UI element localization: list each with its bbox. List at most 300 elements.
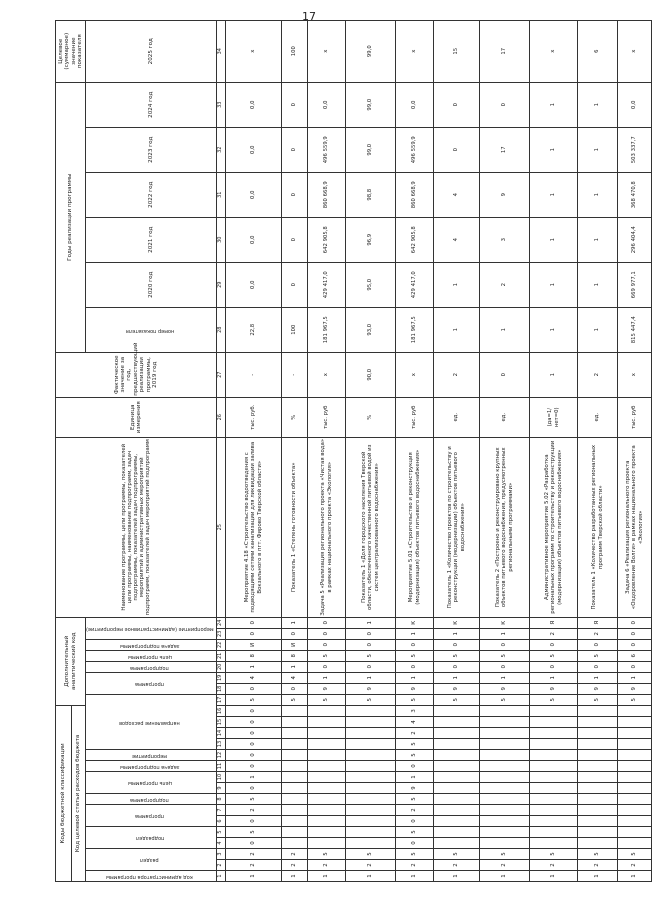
code-digit: 1 bbox=[396, 672, 434, 683]
code-digit bbox=[618, 717, 652, 728]
code-digit bbox=[308, 761, 346, 772]
code-digit: 0 bbox=[346, 639, 396, 650]
code-digit bbox=[434, 827, 480, 838]
code-digit: 5 bbox=[480, 694, 530, 705]
code-digit: 0 bbox=[226, 816, 282, 827]
row-year-value: 503 337,7 bbox=[618, 127, 652, 172]
code-digit bbox=[346, 827, 396, 838]
code-digit: 0 bbox=[226, 761, 282, 772]
code-digit: 0 bbox=[578, 661, 618, 672]
code-digit bbox=[282, 816, 308, 827]
code-digit bbox=[618, 728, 652, 739]
row-base-value: - bbox=[226, 352, 282, 397]
code-digit bbox=[618, 772, 652, 783]
code-digit: 3 bbox=[396, 705, 434, 716]
row-name: Показатель 1 «Степень готовности объекта» bbox=[282, 437, 308, 617]
code-digit: 2 bbox=[308, 860, 346, 871]
code-digit bbox=[308, 816, 346, 827]
column-number: 5 bbox=[217, 827, 226, 838]
code-digit bbox=[346, 761, 396, 772]
code-digit: 9 bbox=[618, 683, 652, 694]
code-digit bbox=[308, 717, 346, 728]
column-number: 17 bbox=[217, 694, 226, 705]
code-digit: 9 bbox=[396, 783, 434, 794]
row-unit: % bbox=[282, 397, 308, 437]
column-number: 26 bbox=[217, 397, 226, 437]
code-digit bbox=[530, 761, 578, 772]
code-digit: 0 bbox=[308, 639, 346, 650]
row-base-value: - bbox=[282, 352, 308, 397]
row-year-value: 2 bbox=[480, 262, 530, 307]
row-target-value: х bbox=[226, 20, 282, 82]
code-digit bbox=[346, 772, 396, 783]
row-name: Мероприятие 5.01 «Строительство и реконструкция (модернизация) объектов питьевого водоснабжения» bbox=[396, 437, 434, 617]
row-year-value: 93,0 bbox=[346, 307, 396, 352]
code-digit: 1 bbox=[346, 871, 396, 882]
code-digit: 0 bbox=[308, 617, 346, 628]
code-digit: 5 bbox=[480, 849, 530, 860]
row-unit: тыс. руб. bbox=[226, 397, 282, 437]
code-digit: 2 bbox=[396, 805, 434, 816]
code-digit: 9 bbox=[530, 683, 578, 694]
page-number: 17 bbox=[302, 10, 316, 23]
code-col-measure: мероприятие bbox=[132, 752, 168, 759]
row-target-value: 100 bbox=[282, 20, 308, 82]
code-digit: 9 bbox=[346, 683, 396, 694]
column-number: 2 bbox=[217, 860, 226, 871]
code-digit bbox=[282, 750, 308, 761]
code-digit: 1 bbox=[282, 661, 308, 672]
table-row bbox=[282, 20, 308, 881]
code-digit bbox=[618, 705, 652, 716]
row-year-value: 1 bbox=[530, 172, 578, 217]
code-digit: 5 bbox=[618, 849, 652, 860]
code-digit bbox=[346, 794, 396, 805]
code-digit: 2 bbox=[282, 849, 308, 860]
column-number: 22 bbox=[217, 639, 226, 650]
code-digit: 2 bbox=[346, 860, 396, 871]
row-year-value: 1 bbox=[578, 307, 618, 352]
code-digit: 2 bbox=[530, 628, 578, 639]
code-digit: 5 bbox=[396, 849, 434, 860]
code-digit: 1 bbox=[434, 672, 480, 683]
code-digit bbox=[308, 739, 346, 750]
row-year-value: 0 bbox=[434, 82, 480, 127]
code-digit bbox=[530, 816, 578, 827]
code-digit: 5 bbox=[346, 694, 396, 705]
code-digit bbox=[282, 705, 308, 716]
code-digit: 8 bbox=[282, 650, 308, 661]
column-number: 1 bbox=[217, 871, 226, 882]
code-digit bbox=[578, 739, 618, 750]
code-digit: 1 bbox=[434, 628, 480, 639]
code-digit bbox=[434, 838, 480, 849]
row-year-value: 1 bbox=[578, 217, 618, 262]
table-row bbox=[346, 20, 396, 881]
code-digit bbox=[434, 728, 480, 739]
column-number: 4 bbox=[217, 838, 226, 849]
code-digit: 0 bbox=[226, 717, 282, 728]
code-digit: 1 bbox=[480, 628, 530, 639]
row-year-value: 9 bbox=[480, 172, 530, 217]
code-digit bbox=[346, 805, 396, 816]
code-digit bbox=[308, 838, 346, 849]
code-digit: 5 bbox=[308, 694, 346, 705]
code-digit: 1 bbox=[530, 672, 578, 683]
code-digit: 8 bbox=[226, 650, 282, 661]
code-col-program: программа bbox=[135, 813, 165, 820]
code-digit bbox=[308, 705, 346, 716]
code-digit: 1 bbox=[308, 672, 346, 683]
column-number: 3 bbox=[217, 849, 226, 860]
code-digit: 1 bbox=[396, 871, 434, 882]
code-digit: 0 bbox=[434, 639, 480, 650]
code-digit: К bbox=[434, 617, 480, 628]
code-digit bbox=[282, 739, 308, 750]
code-digit: 0 bbox=[308, 628, 346, 639]
code-digit bbox=[346, 717, 396, 728]
code-col-subprogram: подпрограмма bbox=[130, 796, 170, 803]
code-digit bbox=[434, 739, 480, 750]
code-digit: 2 bbox=[226, 805, 282, 816]
row-year-value: 0,0 bbox=[226, 127, 282, 172]
column-number: 28 bbox=[217, 307, 226, 352]
row-year-value: 0 bbox=[282, 172, 308, 217]
code-digit: 2 bbox=[578, 860, 618, 871]
code-digit: 5 bbox=[396, 650, 434, 661]
column-number: 6 bbox=[217, 816, 226, 827]
code-digit bbox=[480, 750, 530, 761]
row-year-value: 1 bbox=[578, 82, 618, 127]
years-group-header: Годы реализации программы bbox=[56, 82, 86, 352]
code-digit: 5 bbox=[226, 827, 282, 838]
addcode-col-measure: мероприятие (административное мероприятие) bbox=[86, 626, 214, 633]
row-year-value: 1 bbox=[530, 307, 578, 352]
code-digit: 1 bbox=[346, 617, 396, 628]
target-article-code-header: Код целевой статьи расходов бюджета bbox=[72, 705, 86, 881]
code-digit bbox=[530, 728, 578, 739]
addcode-col-program: программа bbox=[135, 681, 165, 688]
column-number: 21 bbox=[217, 650, 226, 661]
code-digit: 5 bbox=[480, 650, 530, 661]
code-digit bbox=[618, 805, 652, 816]
row-base-value: 90,0 bbox=[346, 352, 396, 397]
code-digit: 0 bbox=[396, 761, 434, 772]
code-digit bbox=[578, 838, 618, 849]
code-digit: 5 bbox=[578, 849, 618, 860]
code-digit bbox=[578, 750, 618, 761]
code-digit bbox=[480, 772, 530, 783]
code-digit bbox=[282, 728, 308, 739]
code-digit bbox=[578, 728, 618, 739]
year-header-2025: 2025 год bbox=[86, 20, 217, 82]
code-digit: 1 bbox=[282, 871, 308, 882]
code-digit: 1 bbox=[618, 871, 652, 882]
code-digit: 1 bbox=[578, 871, 618, 882]
additional-code-header: Дополнительный аналитический код bbox=[56, 617, 86, 705]
addcode-col-goal: цель программы bbox=[127, 653, 172, 660]
column-number: 24 bbox=[217, 617, 226, 628]
code-digit: 2 bbox=[282, 860, 308, 871]
code-col-section: раздел bbox=[140, 857, 160, 864]
table-row bbox=[618, 20, 652, 881]
row-year-value: 0 bbox=[434, 127, 480, 172]
row-year-value: 1 bbox=[530, 262, 578, 307]
code-digit: 0 bbox=[226, 728, 282, 739]
code-digit bbox=[618, 739, 652, 750]
code-digit bbox=[618, 794, 652, 805]
code-digit: 2 bbox=[480, 860, 530, 871]
code-digit: 9 bbox=[434, 683, 480, 694]
code-digit bbox=[434, 783, 480, 794]
code-digit bbox=[578, 816, 618, 827]
row-year-value: 4 bbox=[434, 217, 480, 262]
code-digit: 5 bbox=[226, 694, 282, 705]
code-digit: 0 bbox=[226, 838, 282, 849]
code-digit bbox=[282, 761, 308, 772]
code-digit bbox=[530, 783, 578, 794]
column-number: 16 bbox=[217, 705, 226, 716]
code-digit: 5 bbox=[308, 849, 346, 860]
row-unit: % bbox=[346, 397, 396, 437]
code-digit: 1 bbox=[480, 672, 530, 683]
addcode-col-indicator-number: номер показателя bbox=[125, 327, 174, 334]
code-digit bbox=[578, 794, 618, 805]
column-number: 31 bbox=[217, 172, 226, 217]
code-digit: 0 bbox=[480, 639, 530, 650]
code-col-subprogram-task: задача подпрограммы bbox=[120, 763, 180, 770]
code-digit: 1 bbox=[282, 617, 308, 628]
target-group-header: Целевое (суммарное) значение показателя bbox=[56, 20, 86, 82]
code-digit bbox=[530, 717, 578, 728]
code-digit bbox=[480, 705, 530, 716]
code-digit bbox=[480, 827, 530, 838]
row-name: Показатель 1 «Количество разработанных региональных программ Тверской области» bbox=[578, 437, 618, 617]
row-year-value: 98,8 bbox=[346, 172, 396, 217]
code-digit: 0 bbox=[618, 628, 652, 639]
row-year-value: 0,0 bbox=[226, 262, 282, 307]
row-year-value: 0,0 bbox=[226, 217, 282, 262]
row-year-value: 496 559,9 bbox=[308, 127, 346, 172]
code-digit bbox=[480, 816, 530, 827]
code-digit bbox=[434, 805, 480, 816]
column-number: 30 bbox=[217, 217, 226, 262]
code-digit bbox=[346, 728, 396, 739]
row-year-value: 429 417,0 bbox=[308, 262, 346, 307]
row-name: Показатель 2 «Построено и реконструировано крупных объектов питьевого водоснабжения, предусмотренных региональными программами» bbox=[480, 437, 530, 617]
row-year-value: 860 668,9 bbox=[308, 172, 346, 217]
code-digit: 5 bbox=[434, 694, 480, 705]
column-number: 15 bbox=[217, 717, 226, 728]
code-digit: 0 bbox=[578, 639, 618, 650]
code-digit bbox=[578, 805, 618, 816]
code-digit: 2 bbox=[434, 860, 480, 871]
row-target-value: 15 bbox=[434, 20, 480, 82]
column-number-row bbox=[217, 20, 226, 881]
code-digit: 4 bbox=[396, 717, 434, 728]
column-number: 7 bbox=[217, 805, 226, 816]
row-name: Задача 6 «Реализация регионального проекта «Оздоровление Волги» в рамках национального проекта «Экология» bbox=[618, 437, 652, 617]
row-target-value: х bbox=[618, 20, 652, 82]
code-digit bbox=[480, 728, 530, 739]
code-digit: 5 bbox=[618, 694, 652, 705]
program-name-header: Наименование программы, цели программы, показателей цели программы, наименование подпрограмм, задач подпрограммы, показателей задач подпрограммы, мероприятий и административных мероприятий подпрограмм, показателей задач мероприятий подпрограмм bbox=[56, 437, 217, 617]
code-digit: 5 bbox=[530, 650, 578, 661]
code-digit: 0 bbox=[282, 628, 308, 639]
column-number: 13 bbox=[217, 739, 226, 750]
row-year-value: 496 559,9 bbox=[396, 127, 434, 172]
table-row bbox=[578, 20, 618, 881]
code-digit: 0 bbox=[396, 816, 434, 827]
code-digit: 0 bbox=[530, 639, 578, 650]
row-year-value: 296 404,4 bbox=[618, 217, 652, 262]
addcode-col-subprogram: подпрограмма bbox=[130, 664, 170, 671]
column-number: 27 bbox=[217, 352, 226, 397]
code-digit: 1 bbox=[434, 871, 480, 882]
code-digit: 5 bbox=[308, 650, 346, 661]
code-digit: 1 bbox=[396, 772, 434, 783]
column-number: 19 bbox=[217, 672, 226, 683]
code-digit: 5 bbox=[396, 827, 434, 838]
column-number: 23 bbox=[217, 628, 226, 639]
column-number: 8 bbox=[217, 794, 226, 805]
row-name: Задача 5 «Реализация регионального проекта «Чистая вода» в рамках национального проекта «Экология» bbox=[308, 437, 346, 617]
year-header-2024: 2024 год bbox=[86, 82, 217, 127]
code-digit bbox=[578, 772, 618, 783]
row-name: Показатель 1 «Доля городского населения Тверской области, обеспеченного качественной питьевой водой из систем централизованного водоснабжения» bbox=[346, 437, 396, 617]
code-digit bbox=[308, 772, 346, 783]
code-digit: 5 bbox=[530, 849, 578, 860]
code-digit bbox=[618, 750, 652, 761]
column-number: 18 bbox=[217, 683, 226, 694]
code-digit: 0 bbox=[480, 661, 530, 672]
code-digit: 9 bbox=[308, 683, 346, 694]
code-digit bbox=[434, 772, 480, 783]
code-digit: 1 bbox=[226, 661, 282, 672]
row-year-value: 1 bbox=[434, 262, 480, 307]
code-digit bbox=[530, 838, 578, 849]
code-digit bbox=[480, 838, 530, 849]
row-target-value: х bbox=[530, 20, 578, 82]
column-number: 10 bbox=[217, 772, 226, 783]
base-year-header: Фактическое значение за год, предшествующий реализации программы, 2019 год bbox=[56, 352, 217, 397]
row-year-value: 0 bbox=[282, 82, 308, 127]
code-digit: К bbox=[480, 617, 530, 628]
code-digit: 2 bbox=[530, 860, 578, 871]
code-digit bbox=[282, 772, 308, 783]
code-digit: 0 bbox=[226, 750, 282, 761]
table-row bbox=[396, 20, 434, 881]
row-target-value: 99,0 bbox=[346, 20, 396, 82]
row-base-value: 2 bbox=[578, 352, 618, 397]
column-number: 29 bbox=[217, 262, 226, 307]
table-row bbox=[480, 20, 530, 881]
row-year-value: 99,0 bbox=[346, 127, 396, 172]
row-name: Мероприятие 4.18 «Строительство водоотведения с подводящими сетями канализации для ликвидации залива Вокзального в пгт. Фирово Тверской области» bbox=[226, 437, 282, 617]
code-digit: 2 bbox=[618, 860, 652, 871]
code-digit bbox=[618, 783, 652, 794]
code-digit bbox=[618, 838, 652, 849]
row-year-value: 0,0 bbox=[396, 82, 434, 127]
row-year-value: 429 417,0 bbox=[396, 262, 434, 307]
code-digit bbox=[346, 705, 396, 716]
column-number: 9 bbox=[217, 783, 226, 794]
code-digit: 0 bbox=[618, 617, 652, 628]
code-digit bbox=[530, 705, 578, 716]
code-digit: 6 bbox=[618, 650, 652, 661]
code-digit bbox=[530, 750, 578, 761]
code-digit: И bbox=[282, 639, 308, 650]
row-unit: ед. bbox=[434, 397, 480, 437]
row-year-value: 181 967,5 bbox=[396, 307, 434, 352]
row-year-value: 3 bbox=[480, 217, 530, 262]
code-digit: 5 bbox=[396, 794, 434, 805]
row-year-value: 0,0 bbox=[226, 172, 282, 217]
row-year-value: 0 bbox=[480, 82, 530, 127]
code-digit: 0 bbox=[434, 661, 480, 672]
row-target-value: 17 bbox=[480, 20, 530, 82]
code-digit: 0 bbox=[346, 661, 396, 672]
column-number: 12 bbox=[217, 750, 226, 761]
row-year-value: 181 967,5 bbox=[308, 307, 346, 352]
row-year-value: 22,8 bbox=[226, 307, 282, 352]
code-digit: 1 bbox=[226, 772, 282, 783]
row-target-value: х bbox=[308, 20, 346, 82]
code-digit bbox=[282, 805, 308, 816]
row-year-value: 0,0 bbox=[308, 82, 346, 127]
row-base-value: х bbox=[308, 352, 346, 397]
code-digit: 9 bbox=[396, 683, 434, 694]
code-digit bbox=[308, 827, 346, 838]
code-digit: 2 bbox=[396, 860, 434, 871]
code-digit: 0 bbox=[618, 661, 652, 672]
code-digit bbox=[480, 794, 530, 805]
row-base-value: 1 bbox=[530, 352, 578, 397]
code-digit bbox=[618, 761, 652, 772]
row-unit: ед. bbox=[480, 397, 530, 437]
code-digit: 0 bbox=[282, 683, 308, 694]
code-digit: 5 bbox=[530, 694, 578, 705]
code-digit: 5 bbox=[346, 650, 396, 661]
row-year-value: 17 bbox=[480, 127, 530, 172]
code-digit: Я bbox=[530, 617, 578, 628]
code-digit bbox=[282, 783, 308, 794]
code-digit: 0 bbox=[226, 783, 282, 794]
code-digit: 0 bbox=[530, 661, 578, 672]
row-year-value: 1 bbox=[480, 307, 530, 352]
row-base-value: х bbox=[618, 352, 652, 397]
row-year-value: 1 bbox=[578, 262, 618, 307]
code-digit bbox=[578, 783, 618, 794]
row-year-value: 1 bbox=[530, 82, 578, 127]
code-digit bbox=[346, 750, 396, 761]
code-digit: 9 bbox=[578, 683, 618, 694]
year-header-2022: 2022 год bbox=[86, 172, 217, 217]
table-row bbox=[530, 20, 578, 881]
column-number: 25 bbox=[217, 437, 226, 617]
table-row bbox=[308, 20, 346, 881]
code-digit: 1 bbox=[530, 871, 578, 882]
code-digit: 4 bbox=[226, 672, 282, 683]
row-year-value: 1 bbox=[530, 217, 578, 262]
row-year-value: 0 bbox=[282, 262, 308, 307]
row-year-value: 815 447,4 bbox=[618, 307, 652, 352]
code-digit bbox=[480, 717, 530, 728]
row-year-value: 95,0 bbox=[346, 262, 396, 307]
code-digit: 4 bbox=[282, 672, 308, 683]
code-digit bbox=[308, 805, 346, 816]
code-digit bbox=[434, 816, 480, 827]
